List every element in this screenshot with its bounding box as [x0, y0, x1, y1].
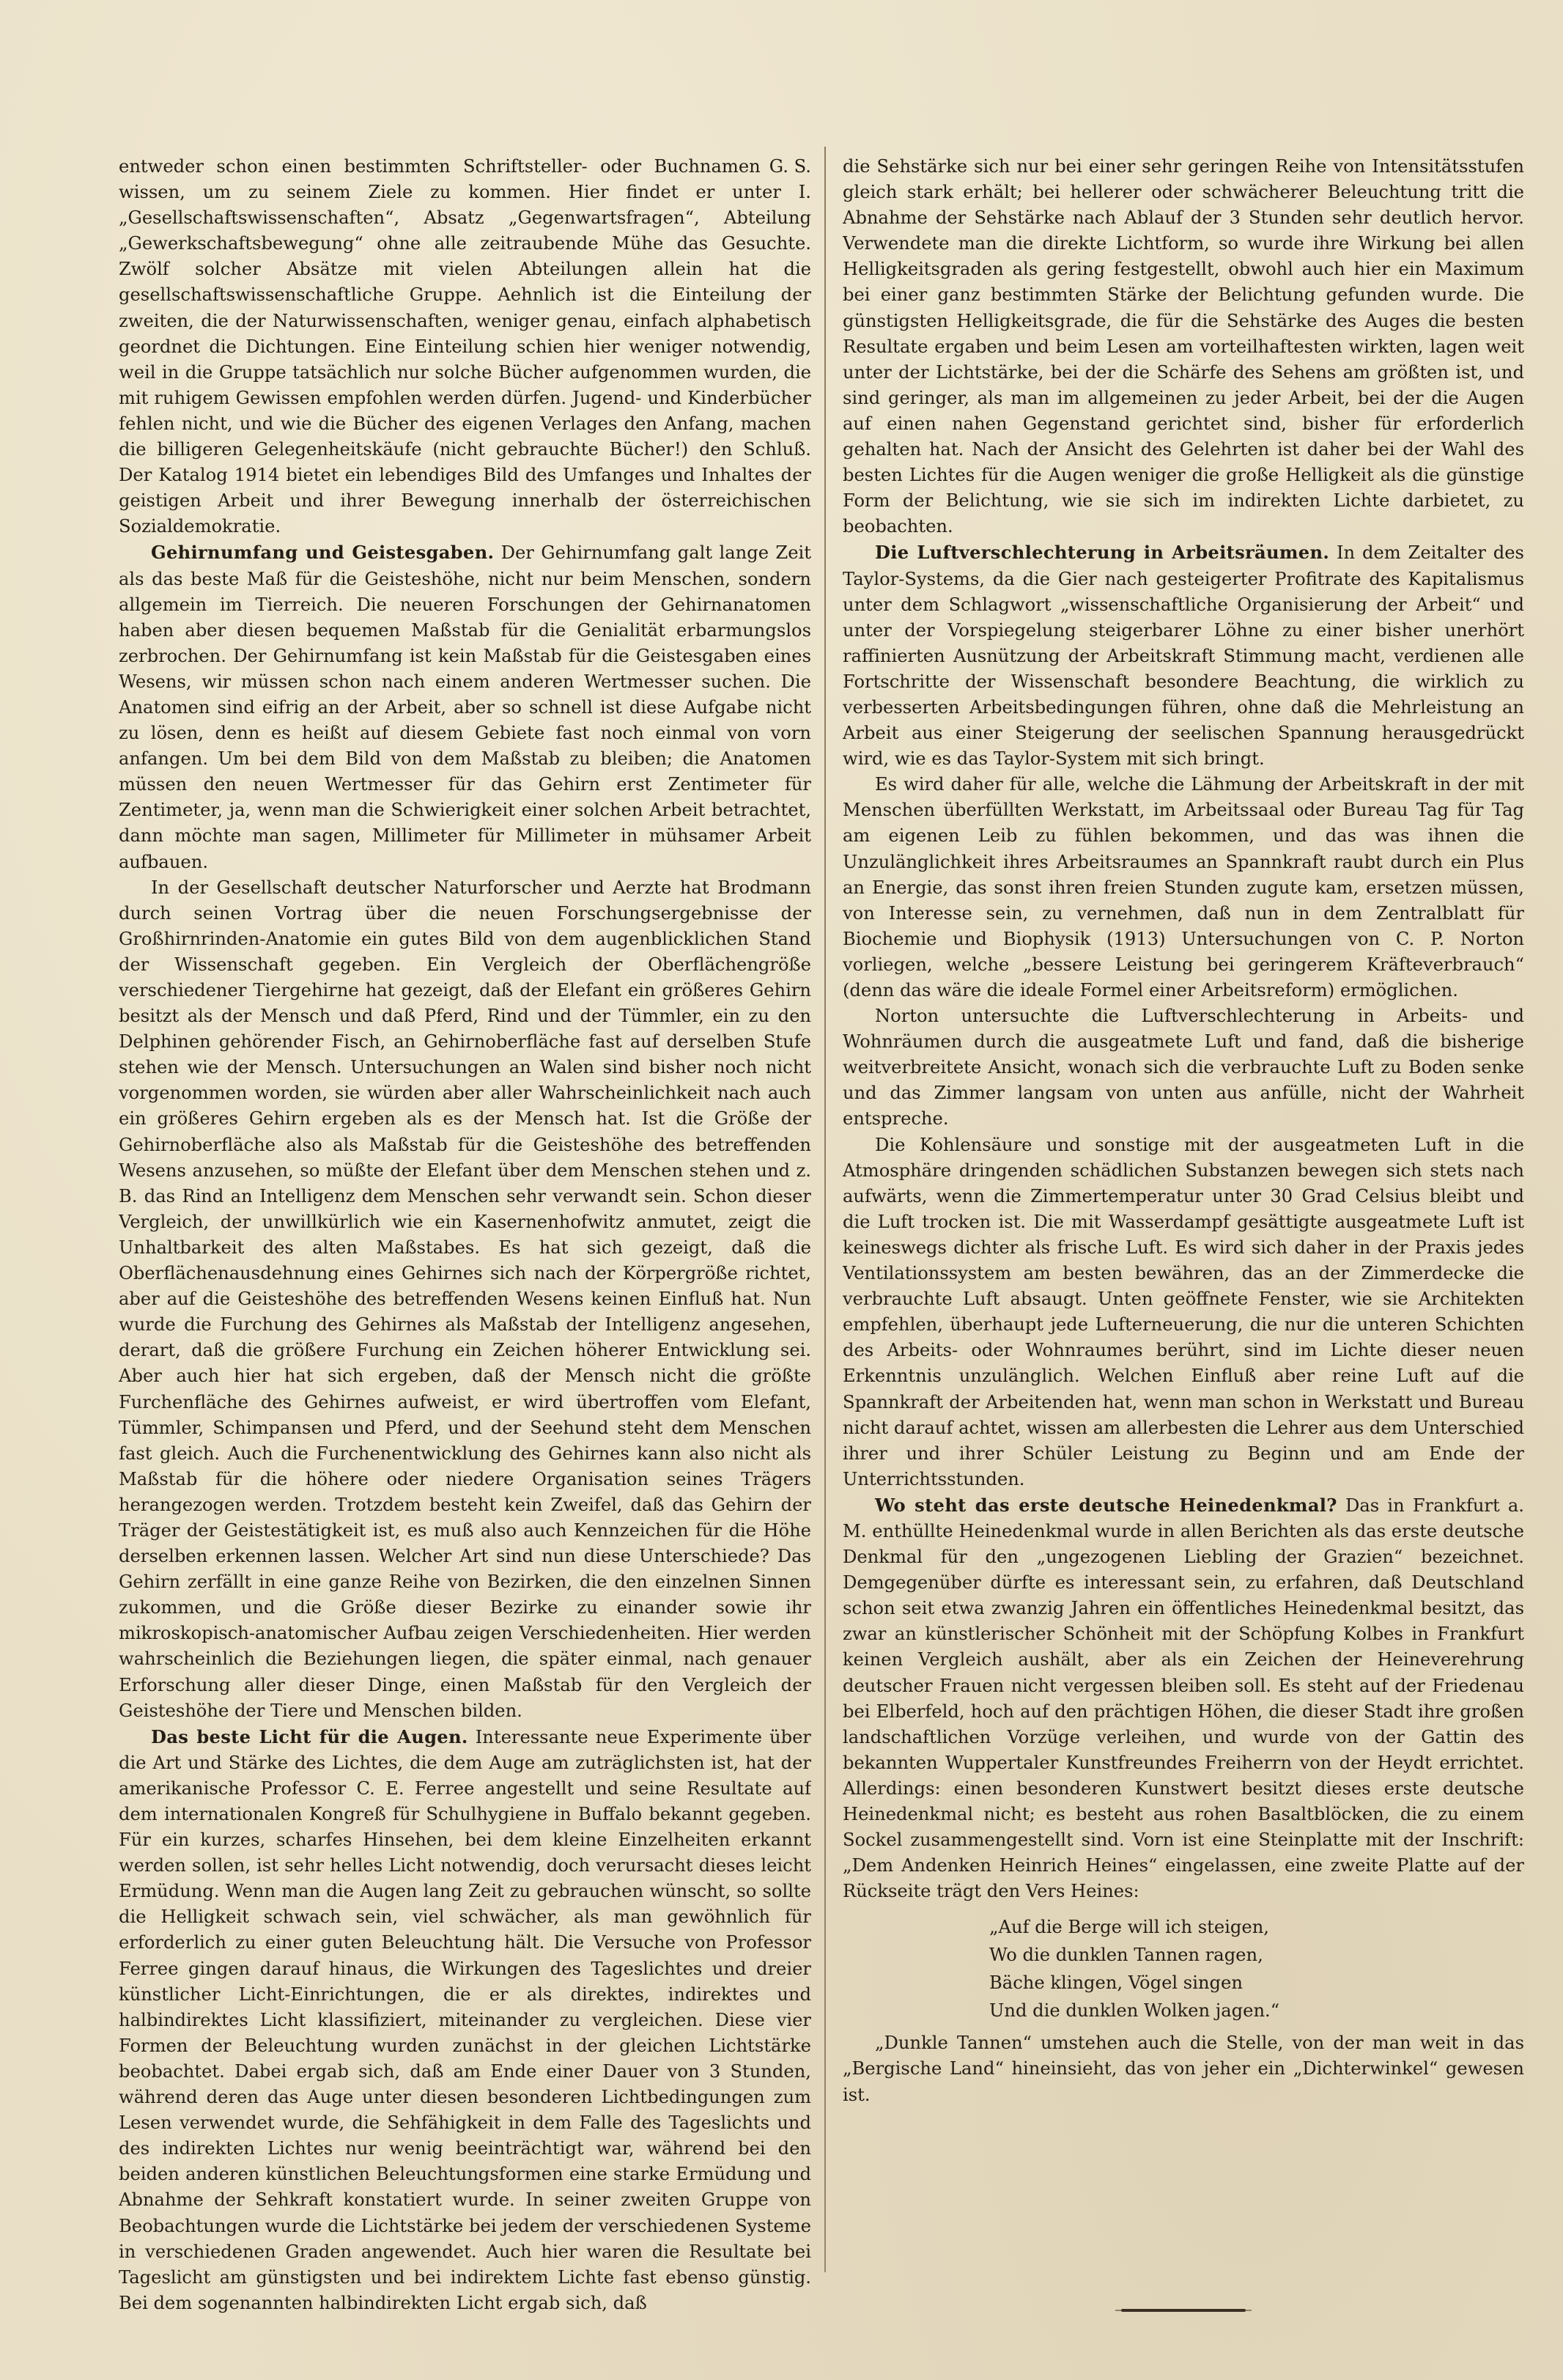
paragraph-text: Der Gehirnumfang galt lange Zeit als das beste Maß für die Geisteshöhe, nicht nur beim Menschen, sondern allgemein im Tierreich. Die neueren Forschungen der Gehirnanatomen haben aber diesen bequemen Maßstab für die Genialität erbarmungslos zerbrochen. Der Gehirnumfang ist kein Maßstab für die Geistesgaben eines Wesens, wir müssen schon nach einem anderen Wertmesser suchen. Die Anatomen sind eifrig an der Arbeit, aber so schnell ist diese Aufgabe nicht zu lösen, denn es heißt auf diesem Gebiete fast noch einmal von vorn anfangen. Um bei dem Bild von dem Maßstab zu bleiben; die Anatomen müssen den neuen Wertmesser für das Gehirn erst Zentimeter für Zentimeter, ja, wenn man die Schwierigkeit einer solchen Arbeit betrachtet, dann möchte man sagen, Millimeter für Millimeter in mühsamer Arbeit aufbauen.: [119, 542, 811, 872]
column-divider: [824, 147, 826, 2272]
article-heading: Die Luftverschlechterung in Arbeitsräumen.: [875, 542, 1330, 564]
article-paragraph: [843, 1492, 1524, 1905]
poem-line: Bäche klingen, Vögel singen: [989, 1972, 1243, 1994]
article-paragraph: [119, 154, 811, 539]
end-ornament-rule: [1121, 2309, 1246, 2312]
paragraph-text: Interessante neue Experimente über die Art und Stärke des Lichtes, die dem Auge am zuträglichsten ist, hat der amerikanische Professor C. E. Ferree angestellt und seine Resultate auf dem internationalen Kongreß für Schulhygiene in Buffalo bekannt gegeben. Für ein kurzes, scharfes Hinsehen, bei dem kleine Einzelheiten erkannt werden sollen, ist sehr helles Licht notwendig, doch verursacht dieses leicht Ermüdung. Wenn man die Augen lang Zeit zu gebrauchen wünscht, so sollte die Helligkeit schwach sein, viel schwächer, als man gewöhnlich für erforderlich zu einer guten Beleuchtung hält. Die Versuche von Professor Ferree gingen darauf hinaus, die Wirkungen des Tageslichtes und dreier künstlicher Licht-Einrichtungen, die er als direktes, indirektes und halbindirektes Licht klassifiziert, miteinander zu vergleichen. Diese vier Formen der Beleuchtung wurden zunächst in der gleichen Lichtstärke beobachtet. Dabei ergab sich, daß am Ende einer Dauer von 3 Stunden, während deren das Auge unter diesen besonderen Lichtbedingungen zum Lesen verwendet wurde, die Sehfähigkeit in dem Falle des Tageslichts und des indirekten Lichtes nur wenig beeinträchtigt war, während bei den beiden anderen künstlichen Beleuchtungsformen eine starke Ermüdung und Abnahme der Sehkraft konstatiert wurde. In seiner zweiten Gruppe von Beobachtungen wurde die Lichtstärke bei jedem der verschiedenen Systeme in verschiedenen Graden angewendet. Auch hier waren die Resultate bei Tageslicht am günstigsten und bei indirektem Lichte fast ebenso günstig. Bei dem sogenannten halbindirekten Licht ergab sich, daß: [119, 1726, 811, 2313]
article-paragraph: [843, 539, 1524, 772]
article-paragraph: Es wird daher für alle, welche die Lähmung der Arbeitskraft in der mit Menschen überfüllten Werkstatt, im Arbeitssaal oder Bureau Tag für Tag am eigenen Leib zu fühlen bekommen, und das was ihnen die Unzulänglichkeit ihres Arbeitsraumes an Spannkraft raubt durch ein Plus an Energie, das sonst ihren freien Stunden zugute kam, ersetzen müssen, von Interesse sein, zu vernehmen, daß nun in dem Zentralblatt für Biochemie und Biophysik (1913) Untersuchungen von C. P. Norton vorliegen, welche „bessere Leistung bei geringerem Kräfteverbrauch“ (denn das wäre die ideale Formel einer Arbeitsreform) ermöglichen.: [843, 774, 1524, 1001]
article-paragraph: „Dunkle Tannen“ umstehen auch die Stelle, von der man weit in das „Bergische Land“ hineinsieht, das von jeher ein „Dichterwinkel“ gewesen ist.: [843, 2033, 1524, 2105]
article-heading: Wo steht das erste deutsche Heinedenkmal?: [875, 1494, 1337, 1516]
paragraph-text: entweder schon einen bestimmten Schriftsteller- oder Buchnamen wissen, um zu seinem Ziele zu kommen. Hier findet er unter I. „Gesellschaftswissenschaften“, Absatz „Gegenwartsfragen“, Abteilung „Gewerkschaftsbewegung“ ohne alle zeitraubende Mühe das Gesuchte. Zwölf solcher Absätze mit vielen Abteilungen allein hat die gesellschaftswissenschaftliche Gruppe. Aehnlich ist die Einteilung der zweiten, die der Naturwissenschaften, weniger genau, einfach alphabetisch geordnet die Dichtungen. Eine Einteilung schien hier weniger notwendig, weil in die Gruppe tatsächlich nur solche Bücher aufgenommen wurden, die mit ruhigem Gewissen empfohlen werden dürfen. Jugend- und Kinderbücher fehlen nicht, und wie die Bücher des eigenen Verlages den Anfang, machen die billigeren Gelegenheitskäufe (nicht gebrauchte Bücher!) den Schluß. Der Katalog 1914 bietet ein lebendiges Bild des Umfanges und Inhaltes der geistigen Arbeit und ihrer Bewegung innerhalb der österreichischen Sozialdemokratie.: [119, 156, 811, 537]
article-paragraph: Norton untersuchte die Luftverschlechterung in Arbeits- und Wohnräumen durch die ausgeatmete Luft und fand, daß die bisherige weitverbreitete Ansicht, wonach sich die verbrauchte Luft zu Boden senke und das Zimmer langsam von unten aus anfülle, nicht der Wahrheit entspreche.: [843, 1006, 1524, 1130]
article-heading: Gehirnumfang und Geistesgaben.: [151, 542, 495, 564]
right-column: [843, 154, 1524, 2346]
signature: G. S.: [769, 156, 811, 177]
article-paragraph: In der Gesellschaft deutscher Naturforscher und Aerzte hat Brodmann durch seinen Vortrag über die neuen Forschungsergebnisse der Großhirnrinden-Anatomie ein gutes Bild von dem augenblicklichen Stand der Wissenschaft gegeben. Ein Vergleich der Oberflächengröße verschiedener Tiergehirne hat gezeigt, daß der Elefant ein größeres Gehirn besitzt als der Mensch und daß Pferd, Rind und der Tümmler, ein zu den Delphinen gehörender Fisch, an Gehirnoberfläche fast auf derselben Stufe stehen wie der Mensch. Untersuchungen an Walen sind bisher noch nicht vorgenommen worden, sie würden aber aller Wahrscheinlichkeit nach auch ein größeres Gehirn ergeben als es der Mensch hat. Ist die Größe der Gehirnoberfläche also als Maßstab für die Geisteshöhe des betreffenden Wesens anzusehen, so müßte der Elefant über dem Menschen stehen und z. B. das Rind an Intelligenz dem Menschen sehr verwandt sein. Schon dieser Vergleich, der unwillkürlich wie ein Kasernenhofwitz anmutet, zeigt die Unhaltbarkeit des alten Maßstabes. Es hat sich gezeigt, daß die Oberflächenausdehnung eines Gehirnes sich nach der Körpergröße richtet, aber auf die Geisteshöhe des betreffenden Wesens keinen Einfluß hat. Nun wurde die Furchung des Gehirnes als Maßstab der Intelligenz angesehen, derart, daß die größere Furchung ein Zeichen höherer Entwicklung sei. Aber auch hier hat sich ergeben, daß der Mensch nicht die größte Furchenfläche des Gehirnes aufweist, er wird übertroffen vom Elefant, Tümmler, Schimpansen und Pferd, und der Seehund steht dem Menschen fast gleich. Auch die Furchenentwicklung des Gehirnes kann also nicht als Maßstab für die höhere oder niedere Organisation seines Trägers herangezogen werden. Trotzdem besteht kein Zweifel, daß das Gehirn der Träger der Geistestätigkeit ist, es muß also auch Kennzeichen für die Höhe derselben erkennen lassen. Welcher Art sind nun diese Unterschiede? Das Gehirn zerfällt in eine ganze Reihe von Bezirken, die den einzelnen Sinnen zukommen, und die Größe dieser Bezirke zu einander sowie ihr mikroskopisch-anatomischer Aufbau zeigen Verschiedenheiten. Hier werden wahrscheinlich die Beziehungen liegen, die später einmal, nach genauer Erforschung aller dieser Dinge, einen Maßstab für den Vergleich der Geisteshöhe der Tiere und Menschen bilden.: [119, 877, 811, 1721]
article-heading: Das beste Licht für die Augen.: [151, 1725, 468, 1747]
poem-line: Wo die dunklen Tannen ragen,: [989, 1945, 1263, 1966]
poem-quote: [989, 1913, 1524, 2025]
poem-line: „Auf die Berge will ich steigen,: [989, 1917, 1269, 1938]
paragraph-text: Das in Frankfurt a. M. enthüllte Heinedenkmal wurde in allen Berichten als das erste deutsche Denkmal für den „ungezogenen Liebling der Grazien“ bezeichnet. Demgegenüber dürfte es interessant sein, zu erfahren, daß Deutschland schon seit etwa zwanzig Jahren ein öffentliches Heinedenkmal besitzt, das zwar an künstlerischer Schönheit mit der Schöpfung Kolbes in Frankfurt keinen Vergleich aushält, aber als ein Zeichen der Heineverehrung deutscher Frauen nicht vergessen bleiben soll. Es steht auf der Friedenau bei Elberfeld, hoch auf den prächtigen Höhen, die dieser Stadt ihre großen landschaftlichen Vorzüge verleihen, und wurde von der Gattin des bekannten Wuppertaler Kunstfreundes Freiherrn von der Heydt errichtet. Allerdings: einen besonderen Kunstwert besitzt dieses erste deutsche Heinedenkmal nicht; es besteht aus rohen Basaltblöcken, die zu einem Sockel zusammengestellt sind. Vorn ist eine Steinplatte mit der Inschrift: „Dem Andenken Heinrich Heines“ eingelassen, eine zweite Platte auf der Rückseite trägt den Vers Heines:: [843, 1495, 1524, 1902]
paragraph-text: In dem Zeitalter des Taylor-Systems, da die Gier nach gesteigerter Profitrate des Kapitalismus unter dem Schlagwort „wissenschaftliche Organisierung der Arbeit“ und unter der Vorspiegelung steigerbarer Löhne zu einer bisher unerhört raffinierten Ausnützung der Arbeitskraft Stimmung macht, verdienen alle Fortschritte der Wissenschaft besondere Beachtung, die wirklich zu verbesserten Arbeitsbedingungen führen, ohne daß die Mehrleistung an Arbeit aus einer Steigerung der seelischen Spannung herausgedrückt wird, wie es das Taylor-System mit sich bringt.: [843, 542, 1524, 770]
article-paragraph: die Sehstärke sich nur bei einer sehr geringen Reihe von Intensitätsstufen gleich stark erhält; bei hellerer oder schwächerer Beleuchtung tritt die Abnahme der Sehstärke nach Ablauf der 3 Stunden sehr deutlich hervor. Verwendete man die direkte Lichtform, so wurde ihre Wirkung bei allen Helligkeitsgraden als gering festgestellt, obwohl auch hier ein Maximum bei einer ganz bestimmten Stärke der Belichtung gefunden wurde. Die günstigsten Helligkeitsgrade, die für die Sehstärke des Auges die besten Resultate ergaben und beim Lesen am vorteilhaftesten wirkten, lagen weit unter der Lichtstärke, bei der die Schärfe des Sehens am größten ist, und sind geringer, als man im allgemeinen zu jeder Arbeit, bei der die Augen auf einen nahen Gegenstand gerichtet sind, bisher für erforderlich gehalten hat. Nach der Ansicht des Gelehrten ist daher bei der Wahl des besten Lichtes für die Augen weniger die große Helligkeit als die günstige Form der Belichtung, wie sie sich im indirekten Lichte darbietet, zu beobachten.: [843, 156, 1524, 537]
article-paragraph: [119, 539, 811, 874]
article-paragraph: Die Kohlensäure und sonstige mit der ausgeatmeten Luft in die Atmosphäre dringenden schädlichen Substanzen bewegen sich stets nach aufwärts, wenn die Zimmertemperatur unter 30 Grad Celsius bleibt und die Luft trocken ist. Die mit Wasserdampf gesättigte ausgeatmete Luft ist keineswegs dichter als frische Luft. Es wird sich daher in der Praxis jedes Ventilationssystem am besten bewähren, das an der Zimmerdecke die verbrauchte Luft absaugt. Unten geöffnete Fenster, wie sie Architekten empfehlen, überhaupt jede Lufterneuerung, die nur die unteren Schichten des Arbeits- oder Wohnraumes berührt, sind im Lichte dieser neuen Erkenntnis unzulänglich. Welchen Einfluß aber reine Luft auf die Spannkraft der Arbeitenden hat, wenn man schon in Werkstatt und Bureau nicht darauf achtet, wissen am allerbesten die Lehrer aus dem Unterschied ihrer und ihrer Schüler Leistung zu Beginn und am Ende der Unterrichtsstunden.: [843, 1134, 1524, 1489]
poem-line: Und die dunklen Wolken jagen.“: [989, 2000, 1280, 2022]
left-column: [119, 154, 811, 2346]
article-paragraph: [119, 1724, 811, 2316]
